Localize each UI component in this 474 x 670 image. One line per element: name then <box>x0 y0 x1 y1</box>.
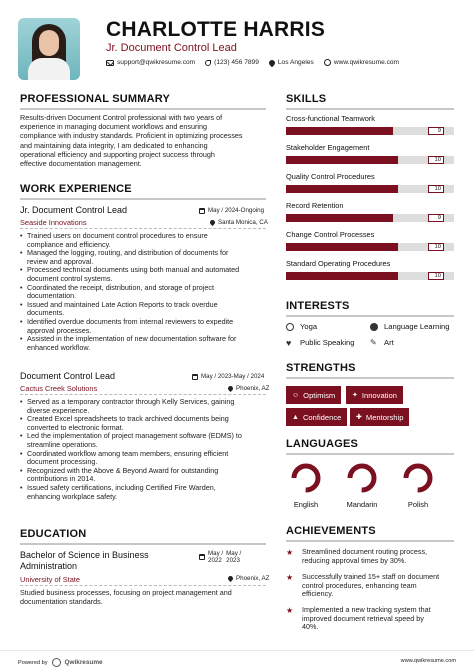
globe-icon <box>370 323 378 331</box>
interest-language-learning: Language Learning <box>370 322 449 331</box>
achievements-rule <box>286 540 454 542</box>
language-level-arc <box>294 466 318 490</box>
list-item: • Assisted in the implementation of new documentation software for enhanced workflow. <box>20 335 270 352</box>
strength-mentorship: ✚ Mentorship <box>350 408 409 426</box>
skill-bar-fill <box>286 127 393 135</box>
location-pin-icon <box>227 385 234 392</box>
list-item: • Managed the logging, routing, and distribution of documents for review and approval. <box>20 249 270 266</box>
skill-level-badge: 10 <box>428 272 444 280</box>
skill-bar-fill <box>286 243 398 251</box>
education-rule <box>20 543 266 545</box>
education-description: Studied business processes, focusing on project management and documentation standards. <box>20 588 232 607</box>
skill-bar <box>286 127 454 135</box>
trophy-icon: ★ <box>286 573 294 582</box>
job-location: Phoenix, AZ <box>228 385 269 392</box>
contact-location: Los Angeles <box>269 59 314 66</box>
strengths-rule <box>286 377 454 379</box>
skill-level-badge: 9 <box>428 127 444 135</box>
school-name: University of State <box>20 575 80 584</box>
experience-heading: WORK EXPERIENCE <box>20 183 132 195</box>
lightbulb-icon: ✦ <box>352 392 358 399</box>
achievement-item: Successfully trained 15+ staff on document control procedures, enhancing team efficiency. <box>302 572 440 599</box>
education-dates: May / 2022 May / 2023 <box>199 550 241 564</box>
brush-icon: ✎ <box>370 337 377 347</box>
list-item: • Coordinated workflow among team members, ensuring efficient document processing. <box>20 450 270 467</box>
experience-rule <box>20 198 266 200</box>
skill-level-badge: 10 <box>428 156 444 164</box>
list-item: • Served as a temporary contractor through Kelly Services, gaining diverse experience. <box>20 398 270 415</box>
summary-rule <box>20 108 266 110</box>
skill-bar <box>286 156 454 164</box>
profile-photo <box>18 18 80 80</box>
resume-header <box>0 0 474 86</box>
skill-level-badge: 10 <box>428 243 444 251</box>
job-dates: May / 2023-May / 2024 <box>192 373 264 380</box>
mail-icon <box>106 60 114 66</box>
skill-bar <box>286 214 454 222</box>
skill-bar <box>286 272 454 280</box>
globe-icon <box>324 59 331 66</box>
thumbs-up-icon: ▲ <box>292 413 299 421</box>
summary-heading: PROFESSIONAL SUMMARY <box>20 93 171 105</box>
interest-art: ✎ Art <box>370 337 394 347</box>
list-item: • Identified overdue documents from internal reviewers to expedite approval processes. <box>20 318 270 335</box>
interest-yoga: Yoga <box>286 322 317 331</box>
handshake-icon: ✚ <box>356 414 362 421</box>
job-dates: May / 2024-Ongoing <box>199 207 264 214</box>
strength-optimism: ☺ Optimism <box>286 386 341 404</box>
languages-heading: LANGUAGES <box>286 438 359 450</box>
skill-name: Standard Operating Procedures <box>286 259 391 268</box>
contact-website[interactable]: www.qwikresume.com <box>324 59 399 66</box>
divider <box>20 585 266 586</box>
strength-confidence: ▲ Confidence <box>286 408 347 426</box>
degree-title: Bachelor of Science in Business Administration <box>20 550 149 571</box>
job-company: Cactus Creek Solutions <box>20 384 98 393</box>
job-title: Document Control Lead <box>20 371 116 381</box>
page-footer <box>0 650 474 670</box>
achievement-item: Streamlined document routing process, reducing approval times by 30%. <box>302 547 428 565</box>
calendar-icon <box>199 208 205 214</box>
language-level-arc <box>406 466 430 490</box>
skill-bar-fill <box>286 214 393 222</box>
calendar-icon <box>199 554 205 560</box>
language-name: English <box>293 500 319 509</box>
language-level-ring <box>346 462 378 494</box>
footer-website[interactable]: www.qwikresume.com <box>400 658 456 664</box>
skill-bar-fill <box>286 156 398 164</box>
location-pin-icon <box>227 575 234 582</box>
job-bullets <box>20 232 270 352</box>
qwikresume-logo-icon <box>52 658 61 667</box>
location-pin-icon <box>268 58 276 66</box>
list-item: • Issued and maintained Late Action Reports to track overdue documents. <box>20 301 270 318</box>
skill-name: Cross-functional Teamwork <box>286 114 375 123</box>
candidate-role: Jr. Document Control Lead <box>106 42 237 54</box>
trophy-icon: ★ <box>286 606 294 615</box>
location-pin-icon <box>209 219 216 226</box>
interest-public-speaking: ♥ Public Speaking <box>286 337 355 348</box>
education-heading: EDUCATION <box>20 528 87 540</box>
job-company: Seaside Innovations <box>20 218 87 227</box>
skill-level-badge: 9 <box>428 214 444 222</box>
interests-heading: INTERESTS <box>286 300 350 312</box>
smile-icon: ☺ <box>292 391 300 399</box>
achievement-item: Implemented a new tracking system that improved document retrieval speed by 40%. <box>302 605 431 632</box>
language-level-ring <box>290 462 322 494</box>
strengths-heading: STRENGTHS <box>286 362 356 374</box>
list-item: • Processed technical documents using both manual and automated document control systems. <box>20 266 270 283</box>
list-item: • Coordinated the receipt, distribution, and storage of project documentation. <box>20 284 270 301</box>
phone-icon <box>205 60 211 66</box>
skills-rule <box>286 108 454 110</box>
skills-heading: SKILLS <box>286 93 327 105</box>
achievements-heading: ACHIEVEMENTS <box>286 525 376 537</box>
skill-name: Change Control Processes <box>286 230 375 239</box>
job-bullets <box>20 398 270 501</box>
skill-name: Stakeholder Engagement <box>286 143 370 152</box>
list-item: • Created Excel spreadsheets to track archived documents being converted to electronic format. <box>20 415 270 432</box>
trophy-icon: ★ <box>286 548 294 557</box>
skill-bar-fill <box>286 272 398 280</box>
skill-name: Record Retention <box>286 201 344 210</box>
calendar-icon <box>192 374 198 380</box>
language-name: Polish <box>407 500 429 509</box>
divider <box>20 394 266 395</box>
strength-innovation: ✦ Innovation <box>346 386 403 404</box>
list-item: • Led the implementation of project management software (EDMS) to streamline operations. <box>20 432 270 449</box>
language-level-ring <box>402 462 434 494</box>
skill-bar <box>286 243 454 251</box>
interests-rule <box>286 315 454 317</box>
contact-row <box>106 59 399 66</box>
languages-rule <box>286 453 454 455</box>
yoga-icon <box>286 323 294 331</box>
candidate-name: CHARLOTTE HARRIS <box>106 18 326 41</box>
skill-name: Quality Control Procedures <box>286 172 375 181</box>
list-item: • Trained users on document control procedures to ensure compliance and efficiency. <box>20 232 270 249</box>
powered-by: Powered by Qwikresume <box>18 659 103 666</box>
language-name: Mandarin <box>346 500 378 509</box>
skill-bar <box>286 185 454 193</box>
skill-level-badge: 10 <box>428 185 444 193</box>
language-level-arc <box>350 466 374 490</box>
summary-text: Results-driven Document Control professional with two years of experience in managing document workflows and ensuring compliance with industry standards. Proficient in optimizing processes and maintaining data integrity, I am dedicated to enhancing operational efficiency and supporting project success through effective documentation management. <box>20 113 243 169</box>
heart-icon: ♥ <box>286 337 292 348</box>
job-location: Santa Monica, CA <box>210 219 268 226</box>
contact-phone[interactable]: (123) 456 7899 <box>205 59 259 66</box>
job-title: Jr. Document Control Lead <box>20 205 128 215</box>
contact-email[interactable]: support@qwikresume.com <box>106 59 195 66</box>
list-item: • Recognized with the Above & Beyond Award for outstanding contributions in 2014. <box>20 467 270 484</box>
list-item: • Issued safety certifications, including Certified Fire Warden, enhancing workplace safety. <box>20 484 270 501</box>
skill-bar-fill <box>286 185 398 193</box>
education-location: Phoenix, AZ <box>228 575 269 582</box>
divider <box>20 228 266 229</box>
